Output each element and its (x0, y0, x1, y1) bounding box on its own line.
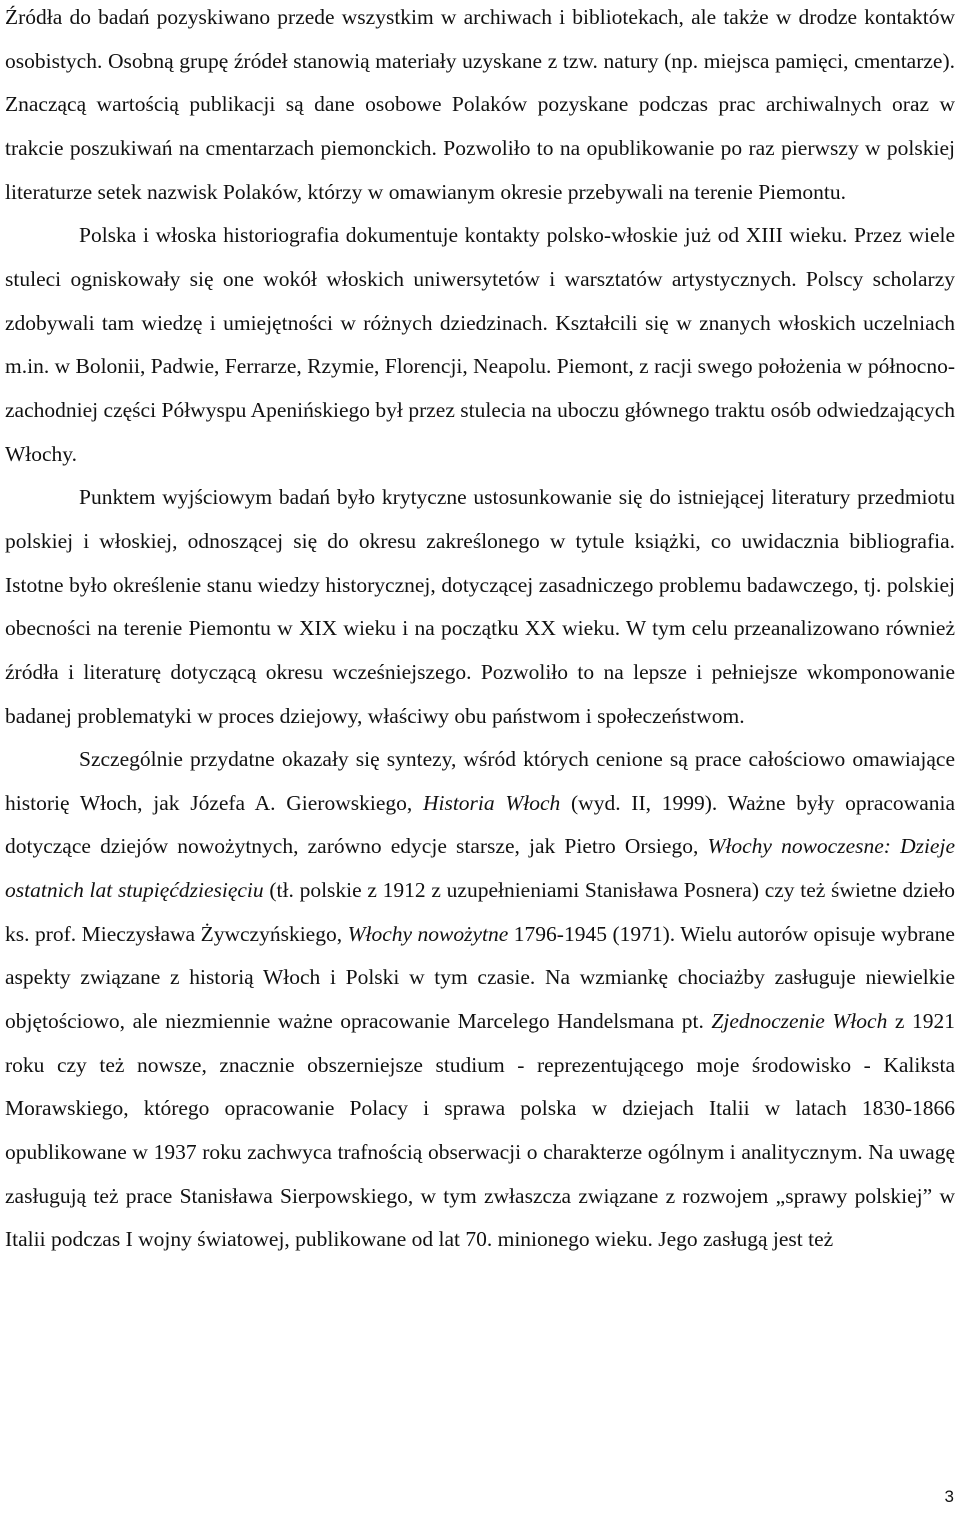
italic-title: Zjednoczenie Włoch (711, 1009, 888, 1034)
paragraph (5, 738, 955, 1262)
text-run: Polska i włoska historiografia dokumentuje kontakty polsko-włoskie już od XIII wieku. Przez wiele stuleci ogniskowały się one wokół włoskich uniwersytetów i warsztatów artystycznych. Polscy scholarzy zdobywali tam wiedzę i umiejętności w różnych dziedzinach. Kształcili się w znanych włoskich uczelniach m.in. w Bolonii, Padwie, Ferrarze, Rzymie, Florencji, Neapolu. Piemont, z racji swego położenia w północno-zachodniej części Półwyspu Apenińskiego był przez stulecia na uboczu głównego traktu osób odwiedzających Włochy. (5, 223, 955, 466)
italic-title: Włochy nowożytne (347, 921, 509, 946)
page-number: 3 (944, 1487, 954, 1506)
italic-title: Włochy nowoczesne: Dzieje ostatnich lat stupięćdziesięciu (5, 834, 955, 903)
text-run: Szczególnie przydatne okazały się syntezy, wśród których cenione są prace całościowo omawiające historię Włoch, jak Józefa A. Gierowskiego, (5, 747, 955, 815)
text-run: z 1921 roku czy też nowsze, znacznie obszerniejsze studium - reprezentującego moje środowisko - Kaliksta Morawskiego, którego opracowanie Polacy i sprawa polska w dziejach Italii w latach 1830-1866 opublikowane w 1937 roku zachwyca trafnością obserwacji o charakterze ogólnym i analitycznym. Na uwagę zasługują też prace Stanisława Sierpowskiego, w tym zwłaszcza związane z rozwojem „sprawy polskiej” w Italii podczas I wojny światowej, publikowane od lat 70. minionego wieku. Jego zasługą jest też (5, 1009, 955, 1252)
paragraph (5, 0, 955, 214)
paragraph (5, 214, 955, 476)
text-run: 1796-1945 (1971). Wielu autorów opisuje wybrane aspekty związane z historią Włoch i Polski w tym czasie. Na wzmiankę chociażby zasługuje niewielkie objętościowo, ale niezmiennie ważne opracowanie Marcelego Handelsmana pt. (5, 921, 955, 1034)
text-run: (tł. polskie z 1912 z uzupełnieniami Stanisława Posnera) czy też świetne dzieło ks. prof. Mieczysława Żywczyńskiego, (5, 878, 955, 946)
body-text (5, 0, 955, 1262)
text-run: (wyd. II, 1999). Ważne były opracowania dotyczące dziejów nowożytnych, zarówno edycje starsze, jak Pietro Orsiego, (5, 790, 956, 859)
italic-title: Historia Włoch (422, 790, 561, 815)
text-run: Punktem wyjściowym badań było krytyczne ustosunkowanie się do istniejącej literatury przedmiotu polskiej i włoskiej, odnoszącej się do okresu zakreślonego w tytule książki, co uwidacznia bibliografia. Istotne było określenie stanu wiedzy historycznej, dotyczącej zasadniczego problemu badawczego, tj. polskiej obecności na terenie Piemontu w XIX wieku i na początku XX wieku. W tym celu przeanalizowano również źródła i literaturę dotyczącą okresu wcześniejszego. Pozwoliło to na lepsze i pełniejsze wkomponowanie badanej problematyki w proces dziejowy, właściwy obu państwom i społeczeństwom. (5, 485, 955, 728)
text-run: Źródła do badań pozyskiwano przede wszystkim w archiwach i bibliotekach, ale także w drodze kontaktów osobistych. Osobną grupę źródeł stanowią materiały uzyskane z tzw. natury (np. miejsca pamięci, cmentarze). Znaczącą wartością publikacji są dane osobowe Polaków pozyskane podczas prac archiwalnych oraz w trakcie poszukiwań na cmentarzach piemonckich. Pozwoliło to na opublikowanie po raz pierwszy w polskiej literaturze setek nazwisk Polaków, którzy w omawianym okresie przebywali na terenie Piemontu. (5, 5, 955, 204)
paragraph (5, 476, 955, 738)
